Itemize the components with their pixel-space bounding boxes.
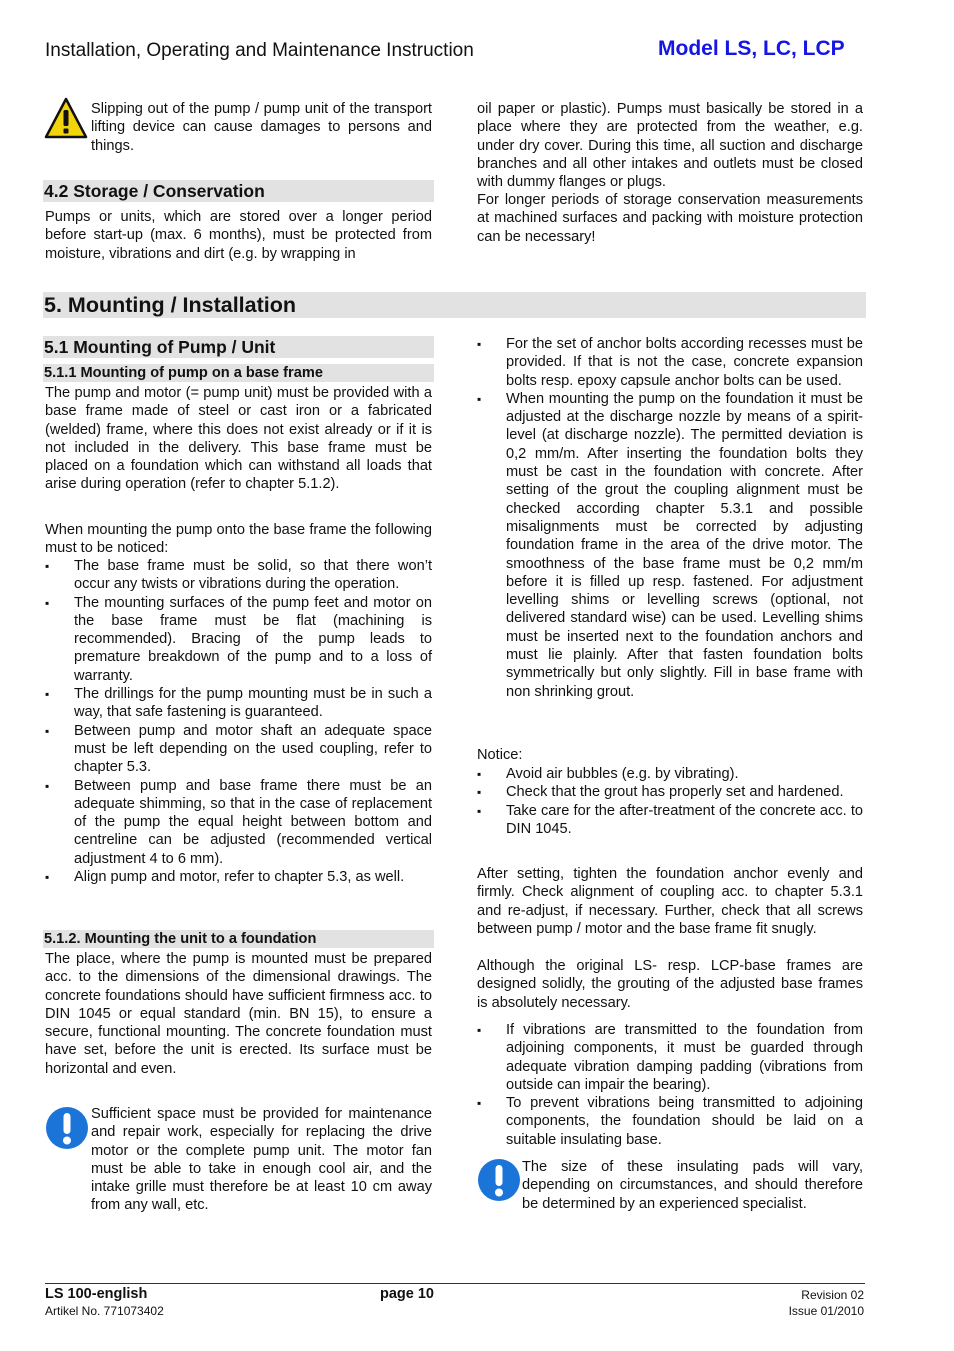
footer-article-number: Artikel No. 771073402 — [45, 1304, 164, 1318]
model-title: Model LS, LC, LCP — [658, 37, 845, 60]
footer-revision: Revision 02 — [801, 1288, 864, 1302]
foundation-paragraph: The place, where the pump is mounted must be prepared acc. to the dimensions of the dimensional drawings. The concrete foundations should have sufficient firmness acc. to DIN 1045 or equal standard (min. BN 15), to ensure a secure, functional mounting. The concrete foundation must have set, before the unit is erected. Its surface must be horizontal and even. — [45, 951, 432, 1077]
section-5-1-2-heading: 5.1.2. Mounting the unit to a foundation — [43, 930, 434, 948]
warning-triangle-icon — [44, 97, 88, 144]
after-setting-paragraph: After setting, tighten the foundation anchor evenly and firmly. Check alignment of coupling acc. to chapter 5.3.1 and re-adjust, if necessary. Further, check that all screws between pump / motor and the base frame fit snugly. — [477, 866, 863, 937]
grouting-paragraph: Although the original LS- resp. LCP-base frames are designed solidly, the grouting of the adjusted base frames is absolutely necessary. — [477, 958, 863, 1011]
list-item: ▪ To prevent vibrations being transmitted to adjoining components, the foundation should be laid on a suitable insulating base. — [477, 1094, 863, 1149]
list-item: ▪ Check that the grout has properly set and hardened. — [477, 783, 863, 801]
insulating-pads-note-text: The size of these insulating pads will vary, depending on circumstances, and should therefore be determined by an experienced specialist. — [522, 1159, 863, 1212]
list-item: ▪ The mounting surfaces of the pump feet and motor on the base frame must be flat (machining is recommended). Bracing of the pump leads to premature breakdown of the pump and to a loss of warranty. — [45, 594, 432, 685]
list-item: ▪ Avoid air bubbles (e.g. by vibrating). — [477, 765, 863, 783]
list-item: ▪ When mounting the pump on the foundation it must be adjusted at the discharge nozzle by means of a spirit-level (at discharge nozzle). The permitted deviation is 0,2 mm/m. After inserting the foundation bolts they must be cast in the foundation with concrete. After setting of the grout the coupling alignment must be checked according chapter 5.3.1 and possible misalignments must be corrected by adjusting foundation frame in the area of the drive motor. The smoothness of the base frame must be 0,2 mm/m before it is filled up resp. fastened. For adjustment levelling shims or levelling screws (optional, not delivered standard wise) can be used. Levelling shims must be inserted next to the foundation anchors and must lie plainly. After that fasten foundation bolts symmetrically but only slightly. Fill in base frame with non shrinking grout. — [477, 390, 863, 701]
list-item: ▪ Align pump and motor, refer to chapter 5.3, as well. — [45, 868, 432, 886]
base-frame-notice-intro: When mounting the pump onto the base frame the following must to be noticed: — [45, 522, 432, 557]
footer-doc-name: LS 100-english — [45, 1286, 148, 1302]
list-item: ▪ Between pump and motor shaft an adequate space must be left depending on the used coupling, refer to chapter 5.3. — [45, 722, 432, 777]
base-frame-bullet-list — [45, 557, 432, 886]
list-item: ▪ The base frame must be solid, so that there won’t occur any twists or vibrations during the operation. — [45, 557, 432, 594]
storage-paragraph-right-2: For longer periods of storage conservation measurements at machined surfaces and packing with moisture protection can be necessary! — [477, 192, 863, 245]
anchor-bolts-bullet-list — [477, 335, 863, 701]
vibration-bullet-list — [477, 1021, 863, 1149]
storage-paragraph-left: Pumps or units, which are stored over a longer period before start-up (max. 6 months), must be protected from moisture, vibrations and dirt (e.g. by wrapping in — [45, 209, 432, 262]
info-exclamation-icon — [45, 1106, 89, 1155]
list-item: ▪ The drillings for the pump mounting must be in such a way, that safe fastening is guaranteed. — [45, 685, 432, 722]
notice-bullet-list — [477, 765, 863, 838]
base-frame-paragraph: The pump and motor (= pump unit) must be provided with a base frame made of steel or cast iron or a fabricated (welded) frame, where this does not exist already or if it is not included in the delivery. This base frame must be placed on a foundation which can withstand all loads that arise during operation (refer to chapter 5.1.2). — [45, 385, 432, 493]
list-item: ▪ If vibrations are transmitted to the foundation from adjoining components, it must be guarded through adequate vibration damping padding (vibrations from outside can impair the bearing). — [477, 1021, 863, 1094]
footer-page-number: page 10 — [380, 1286, 434, 1302]
warning-transport-text: Slipping out of the pump / pump unit of the transport lifting device can cause damages to persons and things. — [91, 101, 432, 154]
footer-divider — [45, 1283, 865, 1284]
storage-paragraph-right-1: oil paper or plastic). Pumps must basically be stored in a place where they are protected from the weather, e.g. under dry cover. During this time, all suction and discharge branches and all other intakes and outlets must be closed with dummy flanges or plugs. — [477, 101, 863, 191]
space-note-text: Sufficient space must be provided for maintenance and repair work, especially for replacing the drive motor or the complete pump unit. The motor fan must be able to take in enough cool air, and the intake grille must therefore be at least 10 cm away from any wall, etc. — [91, 1106, 432, 1214]
section-5-1-1-heading: 5.1.1 Mounting of pump on a base frame — [43, 364, 434, 382]
section-5-1-heading: 5.1 Mounting of Pump / Unit — [43, 336, 434, 358]
list-item: ▪ Take care for the after-treatment of the concrete acc. to DIN 1045. — [477, 802, 863, 839]
section-4-2-heading: 4.2 Storage / Conservation — [43, 180, 434, 202]
notice-label: Notice: — [477, 747, 523, 763]
list-item: ▪ Between pump and base frame there must be an adequate shimming, so that in the case of replacement of the pump the equal height between bottom and centreline can be adjusted (recommended vertical adjustment 4 to 6 mm). — [45, 777, 432, 868]
footer-issue: Issue 01/2010 — [788, 1304, 864, 1318]
section-5-heading: 5. Mounting / Installation — [43, 292, 866, 318]
list-item: ▪ For the set of anchor bolts according recesses must be provided. If that is not the case, concrete expansion bolts resp. epoxy capsule anchor bolts can be used. — [477, 335, 863, 390]
info-exclamation-icon — [477, 1158, 521, 1207]
document-title: Installation, Operating and Maintenance Instruction — [45, 40, 474, 61]
